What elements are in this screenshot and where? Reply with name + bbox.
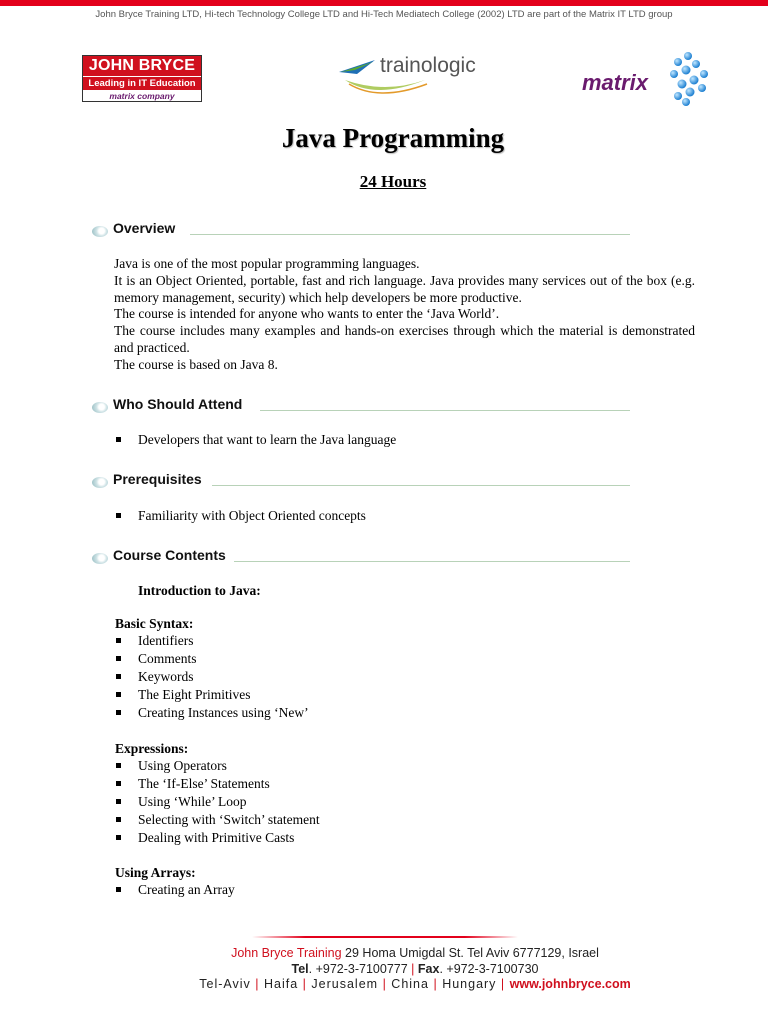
overview-line: The course includes many examples and hands-on exercises through which the material is demonstrated and practiced.	[114, 323, 695, 355]
section-heading: Course Contents	[113, 547, 226, 563]
list-item: Using Operators	[115, 757, 320, 775]
section-divider	[260, 410, 630, 411]
footer-separator: |	[411, 962, 415, 976]
footer-fax: . +972-3-7100730	[439, 962, 539, 976]
matrix-logo	[582, 50, 712, 108]
section-heading: Overview	[113, 220, 176, 236]
section-header-overview	[90, 220, 630, 242]
section-header-course-contents	[90, 547, 630, 569]
arrays-list	[115, 881, 235, 899]
matrix-logo-text: matrix	[582, 70, 649, 95]
expressions-title: Expressions:	[115, 741, 189, 756]
matrix-dots-icon	[582, 50, 712, 108]
footer-tel: . +972-3-7100777	[308, 962, 408, 976]
prereq-list	[115, 507, 366, 525]
arrays-title: Using Arrays:	[115, 865, 196, 880]
footer-tel-label: Tel	[291, 962, 309, 976]
section-divider	[212, 485, 630, 486]
course-duration: 24 Hours	[359, 172, 427, 191]
list-item: The Eight Primitives	[115, 686, 309, 704]
john-bryce-logo-name: JOHN BRYCE	[83, 56, 201, 76]
overview-line: Java is one of the most popular programming languages.	[114, 256, 420, 271]
footer-divider	[252, 936, 518, 938]
document-title: Java Programming	[281, 123, 505, 153]
john-bryce-logo	[82, 55, 202, 102]
expressions-list	[115, 757, 320, 847]
list-item: Comments	[115, 650, 309, 668]
section-divider	[190, 234, 630, 235]
section-heading: Who Should Attend	[113, 396, 243, 412]
list-item: Creating an Array	[115, 881, 235, 899]
list-item: Identifiers	[115, 632, 309, 650]
john-bryce-logo-tagline: Leading in IT Education	[83, 76, 201, 90]
footer-company: John Bryce Training	[231, 946, 342, 960]
footer-separator: |	[433, 977, 438, 991]
footer-cities-line	[0, 977, 768, 991]
footer-separator: |	[500, 977, 506, 991]
contents-intro: Introduction to Java:	[138, 583, 261, 598]
section-header-who-should-attend	[90, 396, 630, 418]
overview-line: The course is intended for anyone who wants to enter the ‘Java World’.	[114, 306, 500, 322]
footer-city: Jerusalem	[311, 977, 379, 991]
footer-separator: |	[302, 977, 307, 991]
footer-website-link[interactable]: www.johnbryce.com	[509, 977, 631, 991]
section-bullet-icon	[92, 477, 108, 488]
list-item: Keywords	[115, 668, 309, 686]
footer-contact-line	[0, 962, 768, 976]
section-header-prerequisites	[90, 471, 630, 493]
footer-separator: |	[255, 977, 260, 991]
list-item: Dealing with Primitive Casts	[115, 829, 320, 847]
trainologic-logo	[335, 50, 485, 102]
footer-address-line	[0, 946, 768, 960]
overview-text	[114, 256, 695, 374]
list-item: Creating Instances using ‘New’	[115, 704, 309, 722]
footer-address: 29 Homa Umigdal St. Tel Aviv 6777129, Israel	[345, 946, 599, 960]
john-bryce-logo-sub: matrix company	[109, 91, 175, 101]
section-bullet-icon	[92, 553, 108, 564]
top-red-bar	[0, 0, 768, 6]
footer-fax-label: Fax	[417, 962, 440, 976]
footer-city: Tel-Aviv	[199, 977, 251, 991]
section-bullet-icon	[92, 402, 108, 413]
trainologic-logo-text: trainologic	[380, 54, 476, 77]
overview-line: It is an Object Oriented, portable, fast and rich language. Java provides many services out of the box (e.g. memory management, security) which help developers be more productive.	[114, 272, 695, 305]
footer-separator: |	[382, 977, 387, 991]
footer-city: Hungary	[442, 977, 497, 991]
basic-syntax-title: Basic Syntax:	[115, 616, 194, 631]
section-divider	[234, 561, 630, 562]
footer-city: Haifa	[264, 977, 299, 991]
group-disclaimer: John Bryce Training LTD, Hi-tech Technology College LTD and Hi-Tech Mediatech College (2002) LTD are part of the Matrix IT LTD group	[95, 9, 673, 20]
section-heading: Prerequisites	[113, 471, 202, 487]
list-item: The ‘If-Else’ Statements	[115, 775, 320, 793]
list-item: Using ‘While’ Loop	[115, 793, 320, 811]
footer-city: China	[391, 977, 429, 991]
list-item: Selecting with ‘Switch’ statement	[115, 811, 320, 829]
overview-line: The course is based on Java 8.	[114, 356, 278, 372]
section-bullet-icon	[92, 226, 108, 237]
list-item: Developers that want to learn the Java language	[115, 431, 396, 449]
basic-syntax-list	[115, 632, 309, 722]
who-list	[115, 431, 396, 449]
list-item: Familiarity with Object Oriented concepts	[115, 507, 366, 525]
